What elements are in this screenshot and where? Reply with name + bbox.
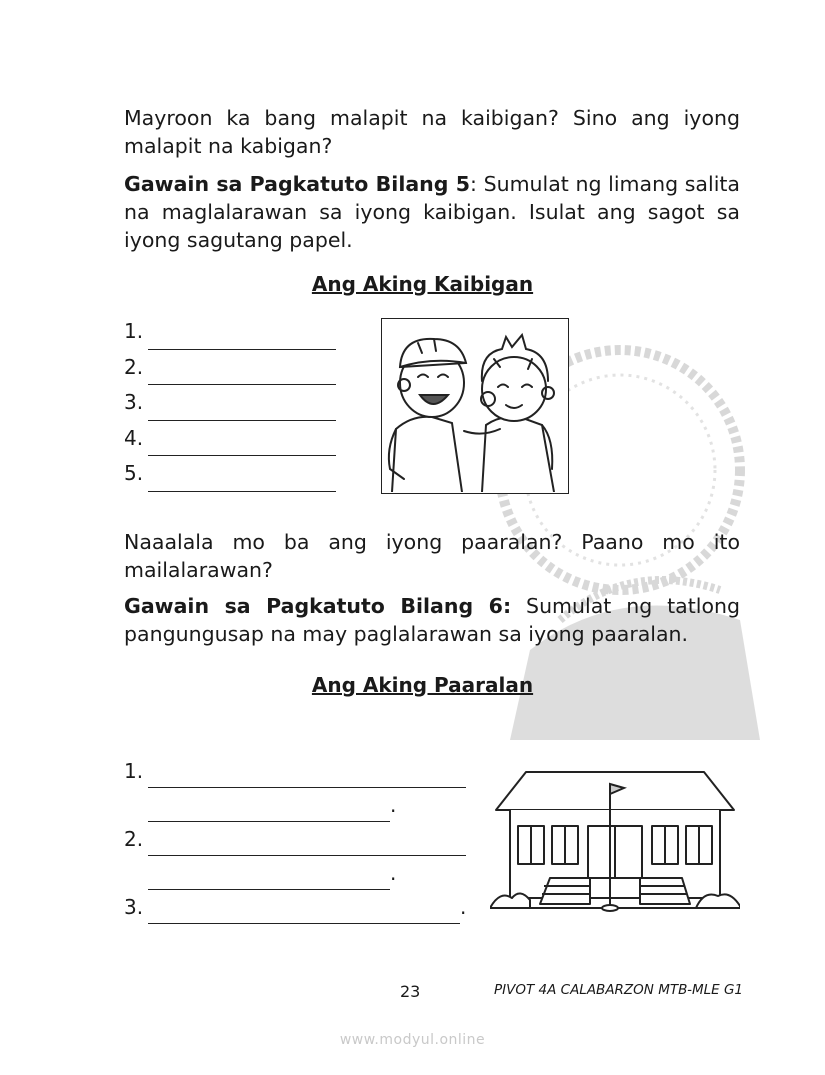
answer-blank[interactable] — [148, 366, 336, 385]
series-label: PIVOT 4A CALABARZON MTB-MLE G1 — [494, 982, 744, 998]
answer-blank[interactable] — [148, 905, 460, 924]
activity-5-label: Gawain sa Pagkatuto Bilang 5 — [124, 172, 470, 196]
list-item: 1. — [124, 754, 466, 788]
answer-blank[interactable] — [148, 402, 336, 421]
list-item: . — [124, 856, 466, 890]
friend-question: Mayroon ka bang malapit na kaibigan? Sino ang iyong malapit na kabigan? — [124, 106, 740, 158]
list-item: 3. — [124, 385, 336, 421]
school-answer-list — [124, 754, 466, 924]
list-item: 2. — [124, 350, 336, 386]
school-building-icon — [490, 768, 740, 914]
list-item: 5. — [124, 456, 336, 492]
list-item: 2. — [124, 822, 466, 856]
list-item: 4. — [124, 421, 336, 457]
list-item: . — [124, 788, 466, 822]
list-item: 1. — [124, 314, 336, 350]
friends-illustration — [381, 318, 569, 494]
activity-5-instructions — [124, 170, 740, 254]
answer-blank[interactable] — [148, 837, 466, 856]
activity-6-text: Sumulat ng tatlong pangungusap na may paglalarawan sa iyong paaralan. — [124, 594, 741, 646]
activity-6-instructions — [124, 592, 740, 648]
school-section-title: Ang Aking Paaralan — [311, 673, 534, 697]
answer-blank[interactable] — [148, 331, 336, 350]
answer-blank[interactable] — [148, 473, 336, 492]
page-number: 23 — [400, 982, 421, 1001]
two-boys-icon — [382, 319, 567, 492]
friend-answer-list — [124, 314, 336, 492]
answer-blank[interactable] — [148, 769, 466, 788]
list-item: 3. . — [124, 890, 466, 924]
answer-blank-continued[interactable] — [148, 871, 390, 890]
activity-5-text: : Sumulat ng limang salita na maglalarawan sa iyong kaibigan. Isulat ang sagot sa iyong sagutang papel. — [124, 172, 740, 252]
friend-section-title: Ang Aking Kaibigan — [311, 272, 534, 296]
website-watermark: www.modyul.online — [339, 1032, 486, 1048]
answer-blank[interactable] — [148, 437, 336, 456]
answer-blank-continued[interactable] — [148, 803, 390, 822]
activity-6-label: Gawain sa Pagkatuto Bilang 6: — [124, 594, 512, 618]
school-question: Naaalala mo ba ang iyong paaralan? Paano mo ito mailalarawan? — [124, 530, 740, 582]
